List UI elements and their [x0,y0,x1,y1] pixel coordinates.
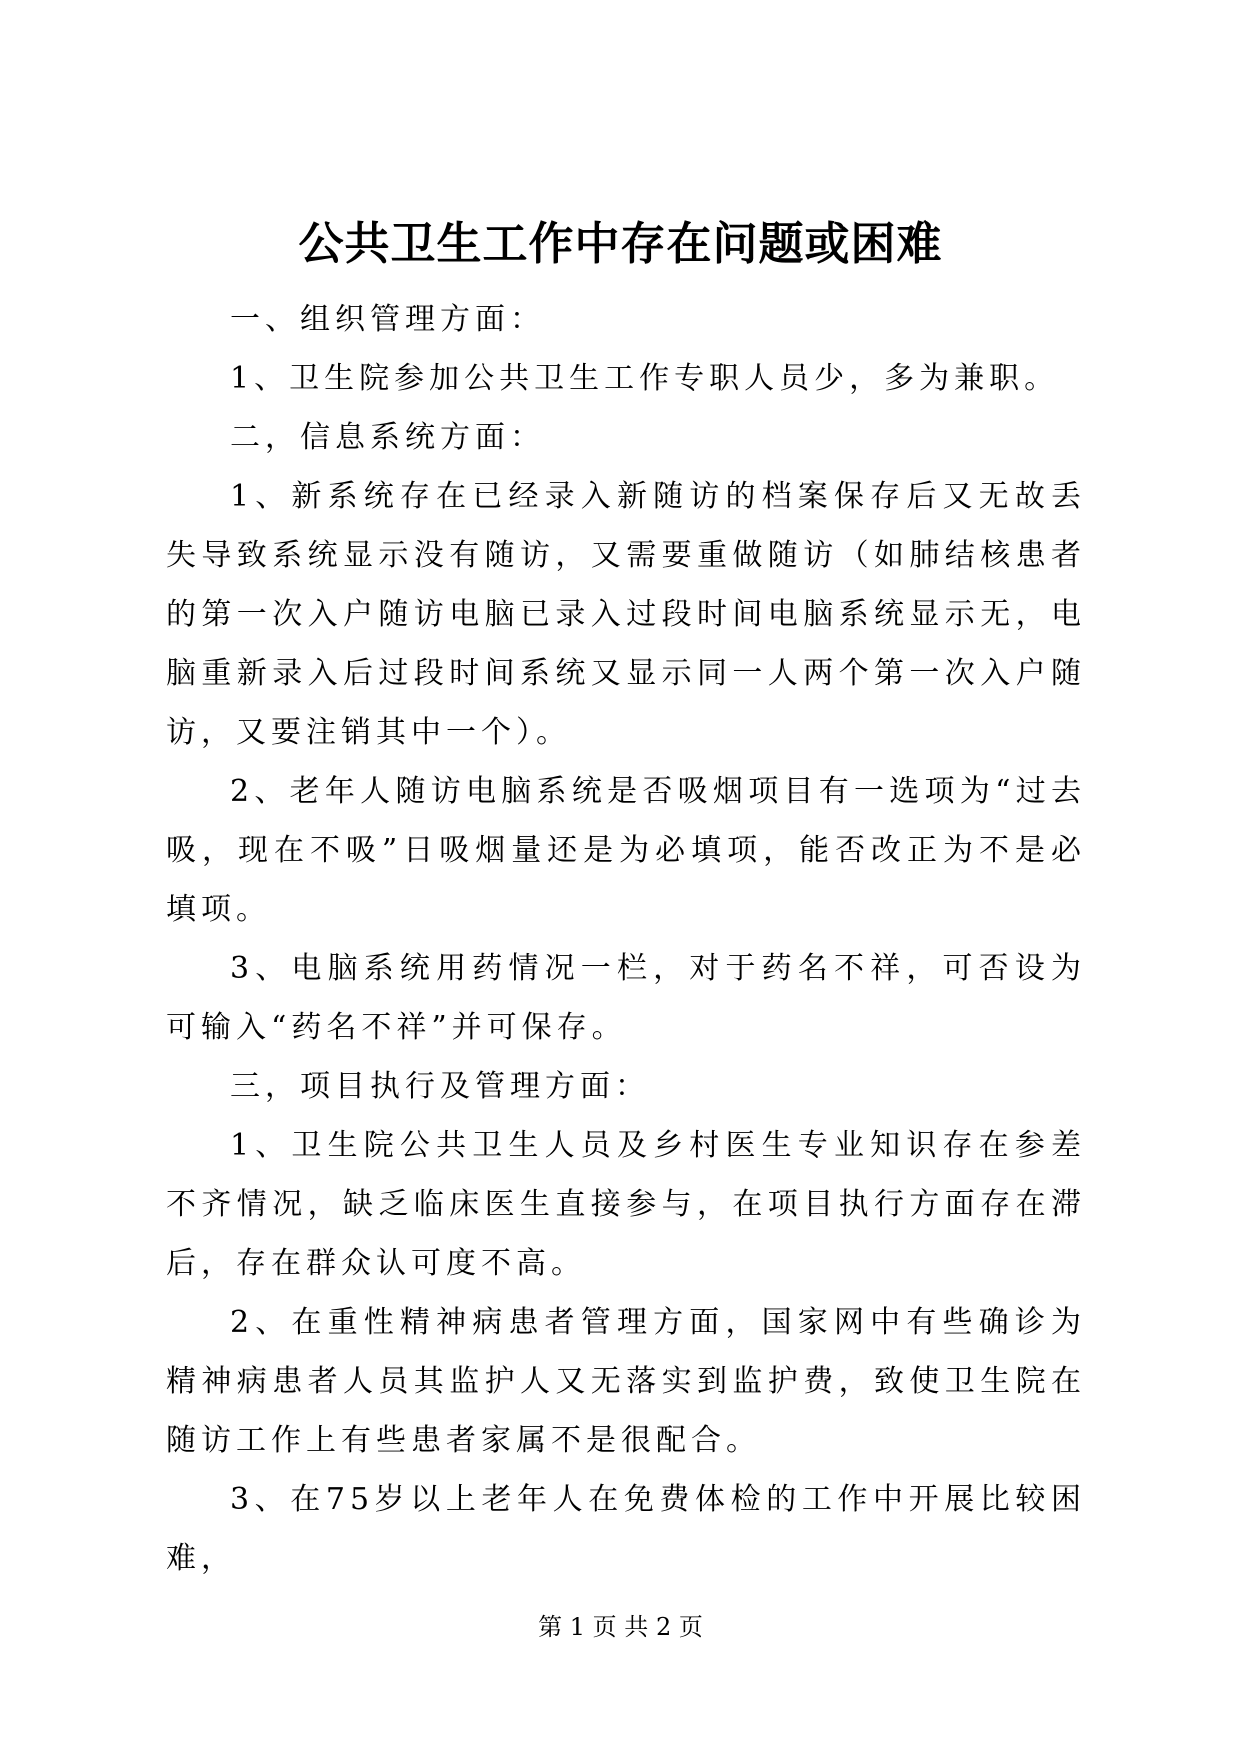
paragraph-item: 2、老年人随访电脑系统是否吸烟项目有一选项为“过去吸，现在不吸”日吸烟量还是为必填项，能否改正为不是必填项。 [166,774,1086,927]
section-heading-organization: 一、组织管理方面： [230,302,545,337]
paragraph-item: 3、在75岁以上老年人在免费体检的工作中开展比较困难， [166,1482,1086,1576]
section-heading-information-system: 二，信息系统方面： [230,420,545,455]
page-title: 公共卫生工作中存在问题或困难 [298,217,943,270]
paragraph-item: 1、卫生院公共卫生人员及乡村医生专业知识存在参差不齐情况，缺乏临床医生直接参与，在项目执行方面存在滞后，存在群众认可度不高。 [166,1128,1086,1281]
paragraph-item: 2、在重性精神病患者管理方面，国家网中有些确诊为精神病患者人员其监护人又无落实到监护费，致使卫生院在随访工作上有些患者家属不是很配合。 [166,1305,1086,1458]
section-heading-project-management: 三，项目执行及管理方面： [230,1069,650,1104]
paragraph-item: 3、电脑系统用药情况一栏，对于药名不祥，可否设为可输入“药名不祥”并可保存。 [166,951,1086,1045]
page-number-footer: 第 1 页 共 2 页 [538,1613,703,1641]
paragraph-item: 1、新系统存在已经录入新随访的档案保存后又无故丢失导致系统显示没有随访，又需要重做随访（如肺结核患者的第一次入户随访电脑已录入过段时间电脑系统显示无，电脑重新录入后过段时间系统又显示同一人两个第一次入户随访，又要注销其中一个）。 [166,479,1086,750]
paragraph-item: 1、卫生院参加公共卫生工作专职人员少，多为兼职。 [230,361,1060,396]
document-body [166,290,1086,1588]
